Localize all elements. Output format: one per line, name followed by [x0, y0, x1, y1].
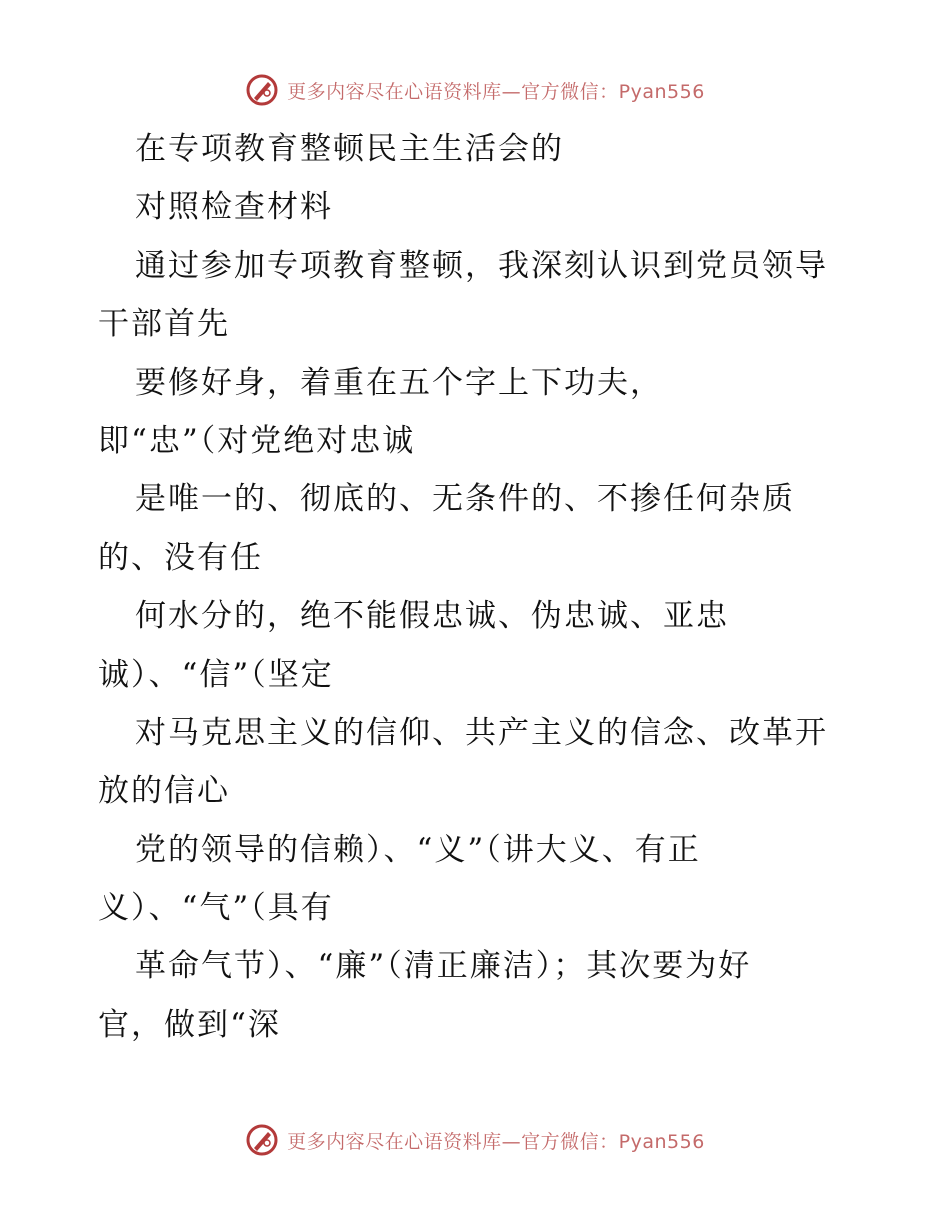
text-line: 通过参加专项教育整顿，我深刻认识到党员领导 — [135, 247, 828, 284]
header-watermark — [0, 70, 950, 110]
document-body — [98, 120, 858, 1054]
text-line: 的、没有任 — [98, 539, 263, 576]
footer-watermark — [0, 1120, 950, 1160]
watermark-text: 更多内容尽在心语资料库—官方微信：Pyan556 — [287, 1130, 705, 1153]
text-line: 革命气节）、“廉”（清正廉洁）；其次要为好 — [135, 948, 752, 985]
text-line: 官，做到“深 — [98, 1006, 281, 1043]
pen-logo-icon — [245, 1123, 279, 1157]
text-line: 对照检查材料 — [135, 189, 333, 226]
text-line: 何水分的，绝不能假忠诚、伪忠诚、亚忠 — [135, 598, 729, 635]
text-line: 即“忠”（对党绝对忠诚 — [98, 422, 416, 459]
text-line: 要修好身，着重在五个字上下功夫， — [135, 364, 663, 401]
text-line: 义）、“气”（具有 — [98, 890, 334, 927]
text-line: 是唯一的、彻底的、无条件的、不掺任何杂质 — [135, 481, 795, 518]
pen-logo-icon — [245, 73, 279, 107]
text-line: 诚）、“信”（坚定 — [98, 656, 334, 693]
text-line: 在专项教育整顿民主生活会的 — [135, 131, 564, 167]
text-line: 党的领导的信赖）、“义”（讲大义、有正 — [135, 831, 701, 868]
text-line: 放的信心 — [98, 773, 230, 810]
watermark-text: 更多内容尽在心语资料库—官方微信：Pyan556 — [287, 80, 705, 103]
text-line: 干部首先 — [98, 306, 230, 343]
text-line: 对马克思主义的信仰、共产主义的信念、改革开 — [135, 714, 828, 751]
